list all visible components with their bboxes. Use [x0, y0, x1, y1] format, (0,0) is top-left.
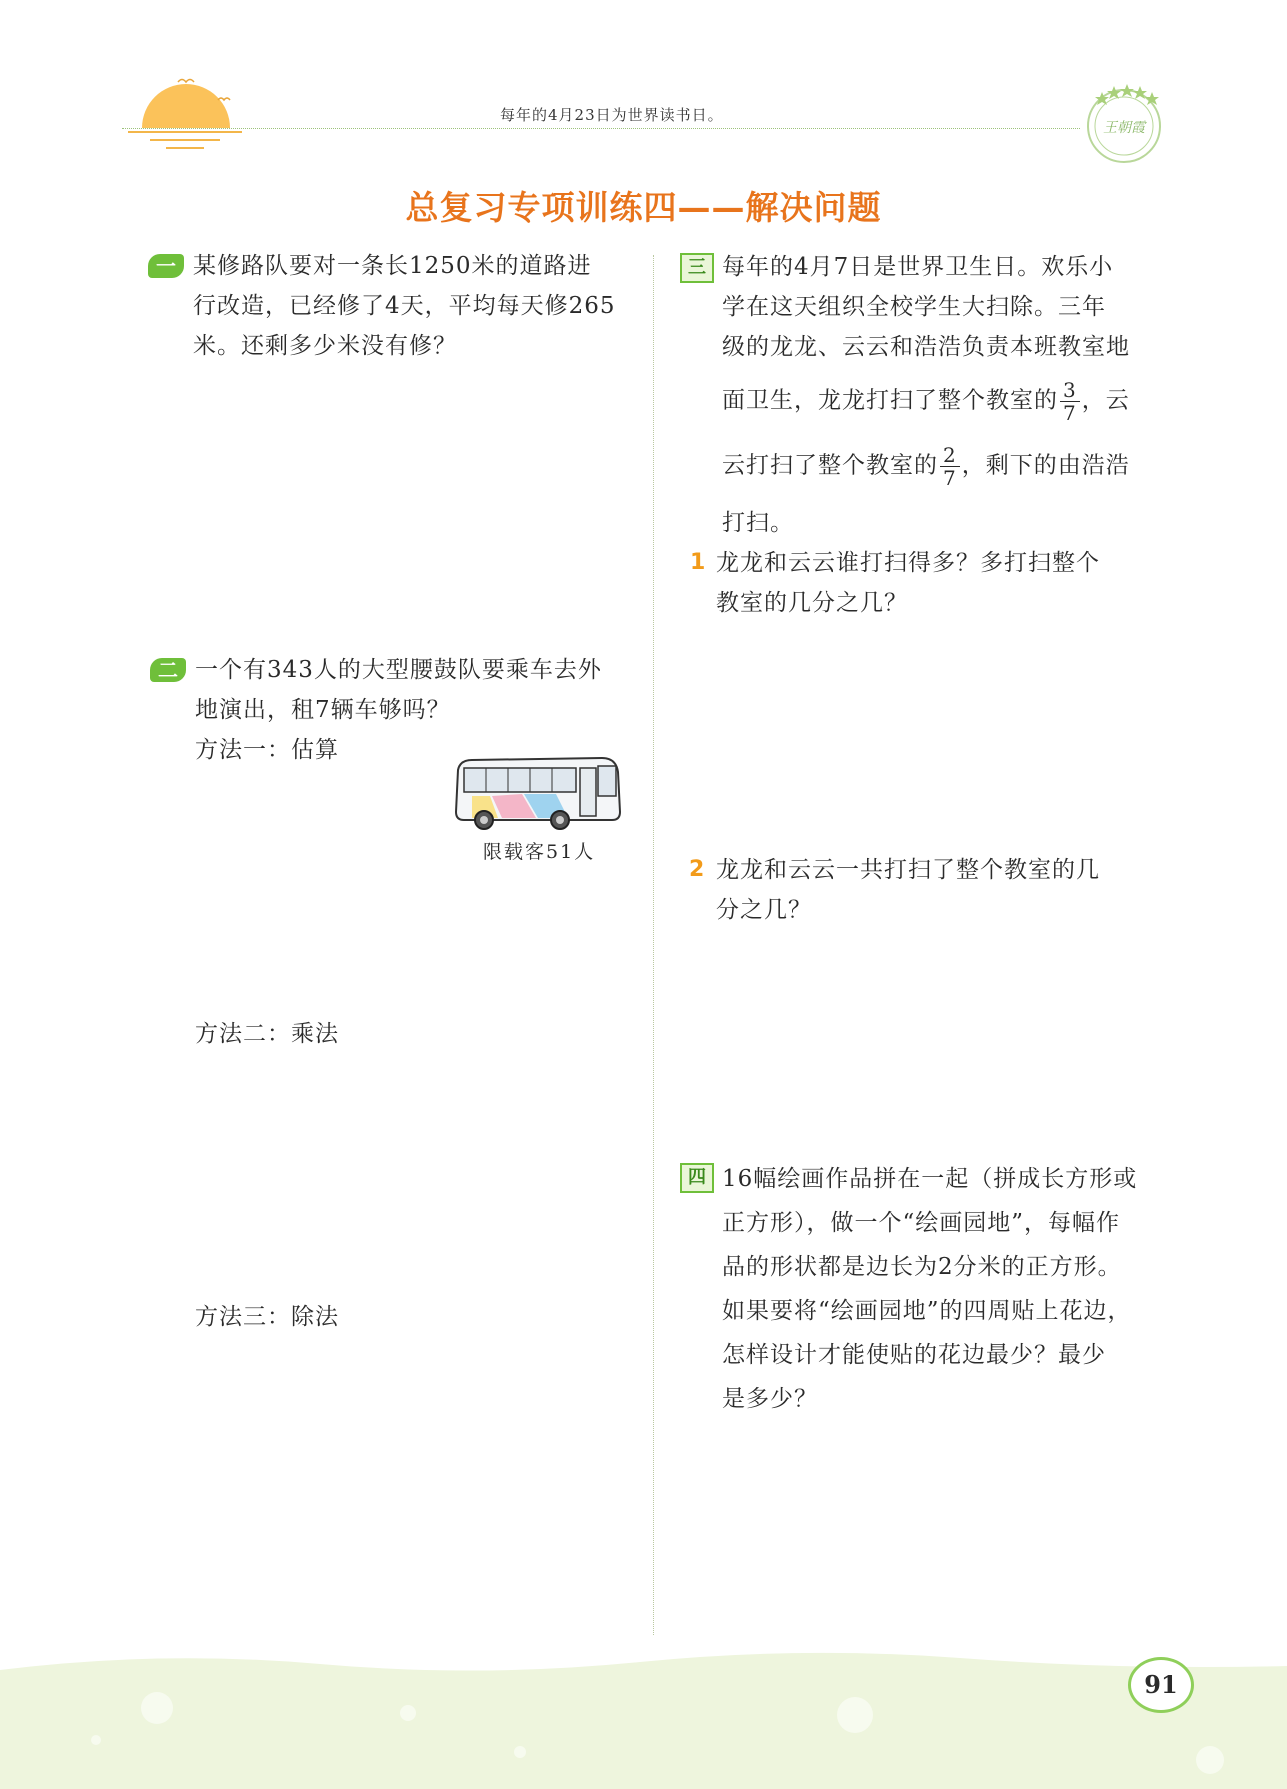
fraction-denominator: 7: [1063, 401, 1077, 425]
method-2-label: 方法二：乘法: [195, 1021, 339, 1047]
logo-text: 王朝霞: [1103, 120, 1145, 136]
question-3-line-part: 云打扫了整个教室的: [722, 452, 938, 479]
subquestion-1-line: 教室的几分之几？: [716, 590, 908, 616]
fraction-numerator: 2: [940, 444, 960, 467]
subquestion-1-line: 龙龙和云云谁打扫得多？多打扫整个: [716, 550, 1100, 576]
subquestion-2-line: 分之几？: [716, 897, 812, 923]
subquestion-2-text: [716, 850, 1100, 930]
question-3-text: [722, 247, 1172, 543]
question-4-line: 如果要将“绘画园地”的四周贴上花边，: [722, 1298, 1132, 1324]
question-1-line: 米。还剩多少米没有修？: [193, 333, 457, 359]
question-3-line: 打扫。: [722, 510, 794, 536]
question-4-line: 正方形），做一个“绘画园地”，每幅作: [722, 1210, 1121, 1236]
method-3-label: 方法三：除法: [195, 1304, 339, 1330]
question-2-line: 地演出，租7辆车够吗？: [195, 697, 451, 723]
subquestion-2-line: 龙龙和云云一共打扫了整个教室的几: [716, 857, 1100, 883]
question-1-line: 某修路队要对一条长1250米的道路进: [193, 253, 592, 279]
header-tip: 每年的4月23日为世界读书日。: [500, 106, 724, 124]
question-3-line-part: ，云: [1081, 387, 1130, 414]
page-number: 91: [1128, 1657, 1194, 1713]
subquestion-1-number: 1: [690, 550, 706, 575]
header-divider: [122, 128, 1080, 129]
question-3-line: 学在这天组织全校学生大扫除。三年: [722, 294, 1106, 320]
fraction-denominator: 7: [943, 466, 957, 490]
question-2-badge: 二: [150, 658, 186, 682]
question-3-line-part: 面卫生，龙龙打扫了整个教室的: [722, 387, 1058, 414]
question-4-badge: 四: [680, 1163, 714, 1193]
question-4-line: 品的形状都是边长为2分米的正方形。: [722, 1254, 1122, 1280]
column-divider: [653, 255, 654, 1635]
question-4-line: 怎样设计才能使贴的花边最少？最少: [722, 1342, 1106, 1368]
sun-illustration: [118, 70, 248, 155]
question-3-badge: 三: [680, 253, 714, 283]
method-1-label: 方法一：估算: [195, 737, 339, 763]
question-3-line: [722, 379, 1172, 424]
question-4-line: 是多少？: [722, 1386, 818, 1412]
footer-wave: [0, 1640, 1287, 1789]
question-1-line: 行改造，已经修了4天，平均每天修265: [193, 293, 616, 319]
fraction-three-sevenths: [1060, 379, 1080, 424]
subquestion-2-number: 2: [689, 857, 705, 882]
question-3-line: 级的龙龙、云云和浩浩负责本班教室地: [722, 334, 1130, 360]
fraction-two-sevenths: [940, 444, 960, 489]
bus-capacity-caption: 限载客51人: [483, 841, 596, 863]
bus-illustration: [452, 750, 624, 832]
fraction-numerator: 3: [1060, 379, 1080, 402]
question-1-badge: 一: [148, 254, 184, 278]
page-title: 总复习专项训练四——解决问题: [405, 188, 882, 227]
question-2-line: 一个有343人的大型腰鼓队要乘车去外: [195, 657, 602, 683]
question-3-line: 每年的4月7日是世界卫生日。欢乐小: [722, 254, 1114, 280]
subquestion-1-text: [716, 543, 1100, 623]
question-4-line: 16幅绘画作品拼在一起（拼成长方形或: [722, 1166, 1138, 1192]
publisher-logo: [1082, 80, 1166, 164]
question-3-line: [722, 444, 1172, 489]
question-4-text: [722, 1157, 1172, 1421]
question-1-text: [193, 246, 616, 366]
question-3-line-part: ，剩下的由浩浩: [961, 452, 1130, 479]
